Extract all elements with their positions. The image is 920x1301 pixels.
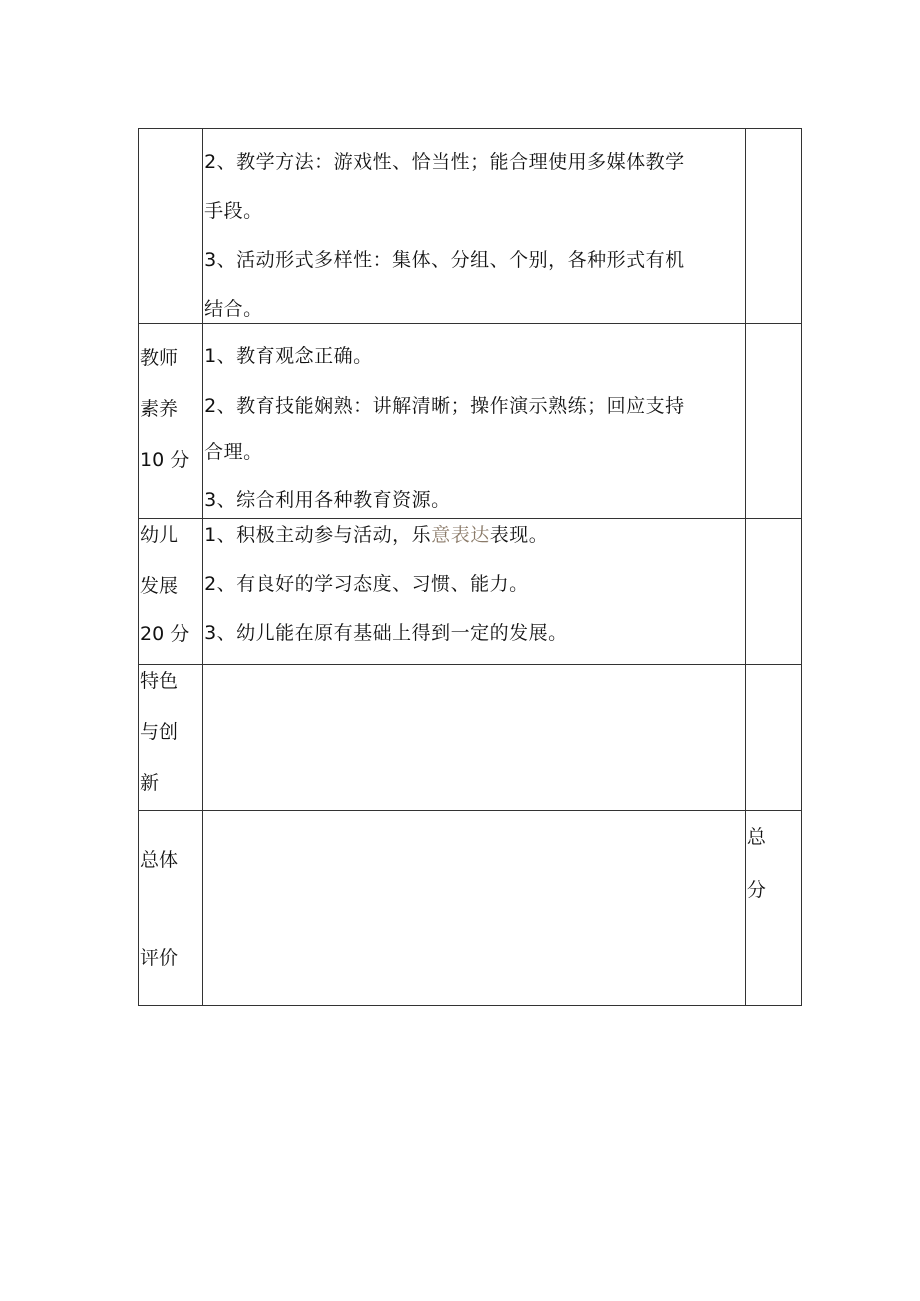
item-text bbox=[204, 523, 548, 547]
content-cell bbox=[203, 129, 746, 324]
evaluation-table bbox=[138, 128, 802, 1006]
score-cell[interactable] bbox=[745, 665, 801, 811]
item-text: 3、幼儿能在原有基础上得到一定的发展。 bbox=[204, 622, 568, 644]
row-label: 总体 bbox=[140, 849, 179, 871]
content-cell bbox=[203, 324, 746, 519]
score-cell[interactable] bbox=[745, 129, 801, 324]
content-cell[interactable] bbox=[203, 811, 746, 1006]
row-label: 20 分 bbox=[140, 623, 190, 645]
content-cell bbox=[203, 519, 746, 665]
item-text-part: 表现。 bbox=[489, 524, 549, 546]
row-label: 10 分 bbox=[140, 449, 190, 471]
row-label: 评价 bbox=[140, 947, 179, 969]
item-text-part: 1、积极主动参与活动，乐 bbox=[204, 524, 432, 546]
label-cell bbox=[139, 324, 203, 519]
row-label: 特色 bbox=[140, 670, 179, 692]
item-text: 1、教育观念正确。 bbox=[204, 345, 373, 367]
item-text: 结合。 bbox=[204, 298, 263, 320]
row-label: 发展 bbox=[140, 575, 179, 597]
item-text: 3、活动形式多样性：集体、分组、个别，各种形式有机 bbox=[204, 249, 685, 271]
label-cell bbox=[139, 811, 203, 1006]
table-row-overall bbox=[139, 811, 802, 1006]
table-row-methods bbox=[139, 129, 802, 324]
item-text: 手段。 bbox=[204, 200, 263, 222]
row-label: 与创 bbox=[140, 721, 179, 743]
item-text: 2、教育技能娴熟：讲解清晰；操作演示熟练；回应支持 bbox=[204, 395, 685, 417]
table-row-children bbox=[139, 519, 802, 665]
row-label: 新 bbox=[140, 772, 160, 794]
item-text: 2、教学方法：游戏性、恰当性；能合理使用多媒体教学 bbox=[204, 151, 685, 173]
label-cell bbox=[139, 519, 203, 665]
total-score-label: 分 bbox=[746, 879, 766, 901]
score-cell[interactable] bbox=[745, 519, 801, 665]
row-label: 幼儿 bbox=[140, 524, 179, 546]
item-text: 合理。 bbox=[204, 441, 263, 463]
label-cell bbox=[139, 129, 203, 324]
item-text: 2、有良好的学习态度、习惯、能力。 bbox=[204, 573, 529, 595]
table-row-teacher bbox=[139, 324, 802, 519]
label-cell bbox=[139, 665, 203, 811]
highlighted-text: 意表达 bbox=[431, 524, 490, 546]
score-cell[interactable] bbox=[745, 324, 801, 519]
row-label: 教师 bbox=[140, 347, 179, 369]
score-cell[interactable] bbox=[745, 811, 801, 1006]
total-score-label: 总 bbox=[746, 826, 766, 848]
row-label: 素养 bbox=[140, 398, 179, 420]
item-text: 3、综合利用各种教育资源。 bbox=[204, 489, 451, 511]
content-cell[interactable] bbox=[203, 665, 746, 811]
table-row-innovation bbox=[139, 665, 802, 811]
